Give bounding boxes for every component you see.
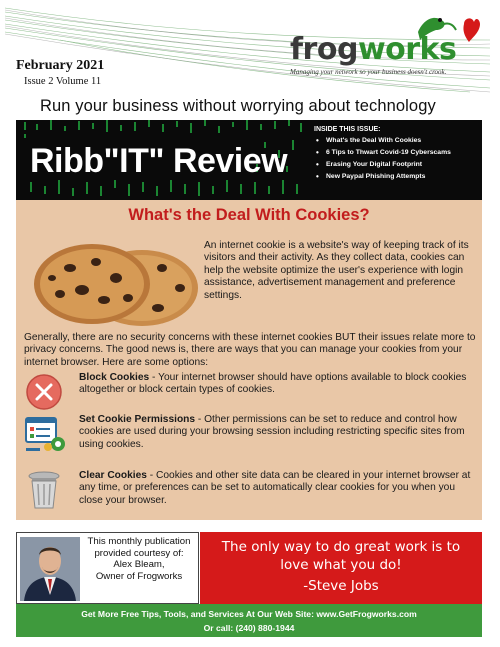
option-heading: Clear Cookies [79, 470, 147, 481]
issue-date: February 2021 [16, 58, 105, 73]
credit-line: provided courtesy of: [94, 547, 184, 559]
settings-window-icon [24, 414, 68, 454]
logo-text-frog: frog [290, 32, 358, 67]
newsletter-title: Ribb"IT" Review [30, 142, 288, 180]
inside-item: • What's the Deal With Cookies [312, 137, 480, 144]
publication-credit [16, 532, 199, 604]
quote-box [200, 532, 482, 604]
issue-number: Issue 2 Volume 11 [24, 76, 102, 87]
option-text: - Other permissions can be set to reduce and control how cookies are used during your browsing session including restricting specific sites from using cookies. [79, 414, 465, 450]
credit-line: Owner of Frogworks [95, 570, 183, 582]
newsletter-tagline: Run your business without worrying about technology [40, 97, 436, 115]
credit-line: This monthly publication [87, 536, 191, 547]
option-text: - Your internet browser should have options available to block cookies altogether or block certain types of cookies. [79, 372, 467, 396]
trash-can-icon [24, 470, 68, 510]
footer-bar [16, 604, 482, 637]
logo-text-works: works [357, 32, 457, 67]
inside-item: • 6 Tips to Thwart Covid-19 Cyberscams [312, 149, 480, 156]
newsletter-header [0, 0, 500, 95]
person-icon [20, 537, 80, 601]
logo-tagline: Managing your network so your business doesn't crook. [290, 68, 447, 76]
credit-line: Alex Bleam, [113, 559, 165, 571]
title-banner [16, 120, 482, 200]
option-text: - Cookies and other site data can be cleared in your internet browser at any time, or preferences can be set to automatically clear cookies for you when you close your browser. [79, 470, 471, 506]
footer-website-line: Get More Free Tips, Tools, and Services At Our Web Site: www.GetFrogworks.com [81, 609, 417, 619]
option-heading: Block Cookies [79, 372, 150, 383]
quote-text: The only way to do great work is to love what you do! [221, 539, 461, 573]
article-title: What's the Deal With Cookies? [128, 206, 370, 224]
inside-heading: INSIDE THIS ISSUE: [314, 126, 381, 133]
article-general: Generally, there are no security concerns with these internet cookies BUT their issues relate more to privacy concerns. The good news is, there are ways that you can manage your cookies from your internet browser. Here are some options: [24, 332, 476, 368]
inside-item: • Erasing Your Digital Footprint [312, 161, 480, 168]
footer-phone-line: Or call: (240) 880-1944 [203, 623, 295, 633]
inside-list [312, 137, 480, 180]
block-x-icon [24, 372, 68, 412]
frog-heart-icon [414, 10, 480, 50]
inside-this-issue [312, 126, 480, 185]
credit-text [81, 536, 197, 582]
quote-author: -Steve Jobs [303, 578, 379, 594]
cookies-image [30, 238, 200, 330]
article-intro: An internet cookie is a website's way of keeping track of its visitors and their activity. As they collect data, cookies can help the website optimize the user's experience with login assistance, advertisement management and preference settings. [204, 240, 469, 301]
owner-photo [20, 537, 80, 601]
inside-item: • New Paypal Phishing Attempts [312, 173, 480, 180]
option-heading: Set Cookie Permissions [79, 414, 196, 425]
cookie-article [16, 200, 482, 520]
